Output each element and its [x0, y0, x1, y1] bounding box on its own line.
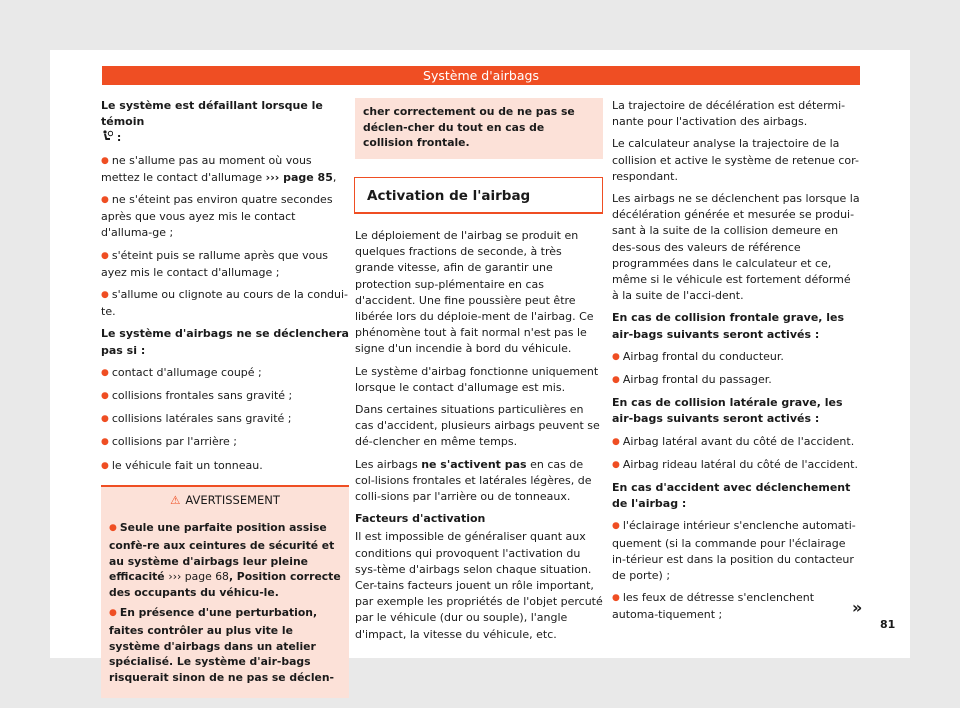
- list-item: [612, 518, 860, 584]
- heading-failure: [101, 98, 349, 147]
- page-link[interactable]: ››› page 68: [168, 570, 229, 584]
- paragraph: Le calculateur analyse la trajectoire de la collision et active le système de retenue cor-respondant.: [612, 137, 859, 183]
- list-item-text: ne s'éteint pas environ quatre secondes après que vous ayez mis le contact d'alluma-ge ;: [101, 193, 333, 240]
- list-item-text: ne s'allume pas au moment où vous mettez le contact d'allumage: [101, 153, 312, 184]
- paragraph: Dans certaines situations particulières en cas d'accident, plusieurs airbags peuvent se dé-clencher en même temps.: [355, 403, 600, 449]
- bullet-icon: ●: [101, 391, 109, 402]
- bullet-icon: ●: [109, 608, 117, 619]
- bullet-icon: ●: [101, 460, 109, 471]
- continue-arrow-icon: »: [852, 598, 863, 617]
- paragraph: Le déploiement de l'airbag se produit en quelques fractions de seconde, à très grande vitesse, afin de garantir une protection sup-plémentaire en cas d'accident. Une fine poussière peut être libérée lors du déploie-ment de l'airbag. Ce phénomène tout à fait normal n'est pas le signe d'un incendie à bord du véhicule.: [355, 228, 594, 356]
- list-item-text: collisions frontales sans gravité ;: [111, 389, 293, 403]
- page-header: [102, 66, 860, 85]
- bullet-icon: ●: [109, 523, 117, 534]
- list-item-text: Airbag frontal du passager.: [622, 373, 772, 387]
- paragraph: La trajectoire de décélération est détermi-nante pour l'activation des airbags.: [612, 99, 846, 129]
- page-link[interactable]: ››› page 85: [265, 170, 333, 184]
- heading-no-deploy: Le système d'airbags ne se déclenchera pas si :: [101, 327, 349, 357]
- page-number: 81: [880, 618, 896, 631]
- list-item: [612, 434, 860, 451]
- list-item-text: collisions par l'arrière ;: [111, 435, 238, 449]
- warning-continuation: cher correctement ou de ne pas se déclen-cher du tout en cas de collision frontale.: [355, 98, 603, 159]
- bullet-icon: ●: [101, 414, 109, 425]
- list-item: [101, 365, 349, 382]
- warning-item-end: , Position correcte des occupants du véhicu-le.: [109, 570, 341, 599]
- list-item: [101, 248, 349, 281]
- section-title: Activation de l'airbag: [355, 178, 602, 214]
- list-item: [101, 192, 349, 242]
- list-item: [612, 372, 860, 389]
- bullet-icon: ●: [101, 437, 109, 448]
- list-item: [612, 457, 860, 474]
- list-item: [101, 434, 349, 451]
- list-item: [612, 590, 863, 623]
- airbag-warning-icon: [101, 130, 113, 146]
- heading-failure-text: Le système est défaillant lorsque le témoin: [101, 99, 323, 129]
- list-item-text: l'éclairage intérieur s'enclenche automati-quement (si la commande pour l'éclairage in-térieur est dans la position du contacteur de porte) ;: [612, 519, 856, 583]
- list-item: [101, 411, 349, 428]
- bullet-icon: ●: [101, 155, 109, 166]
- paragraph-text: Les airbags: [355, 457, 422, 471]
- list-item-text: Airbag frontal du conducteur.: [622, 349, 784, 363]
- column-2: [355, 98, 603, 649]
- heading-failure-tail: :: [113, 131, 122, 145]
- warning-title: AVERTISSEMENT: [185, 492, 280, 507]
- list-item: [612, 349, 860, 366]
- list-item: [101, 287, 349, 320]
- list-item-text: Airbag rideau latéral du côté de l'accident.: [622, 457, 858, 471]
- bullet-icon: ●: [612, 593, 620, 604]
- list-item-text: le véhicule fait un tonneau.: [111, 458, 263, 472]
- paragraph: Le système d'airbag fonctionne uniquement lorsque le contact d'allumage est mis.: [355, 364, 599, 394]
- list-item-text: s'éteint puis se rallume après que vous ayez mis le contact d'allumage ;: [101, 248, 329, 279]
- bullet-icon: ●: [101, 367, 109, 378]
- warning-header: [101, 485, 349, 515]
- list-item-text: Airbag latéral avant du côté de l'accident.: [622, 434, 855, 448]
- heading-accident: En cas d'accident avec déclenchement de l'airbag :: [612, 481, 851, 511]
- list-item-text: les feux de détresse s'enclenchent automa-tiquement ;: [612, 591, 815, 622]
- bullet-icon: ●: [101, 250, 109, 261]
- bullet-icon: ●: [612, 521, 620, 532]
- warning-item: [109, 520, 341, 600]
- heading-frontal: En cas de collision frontale grave, les air-bags suivants seront activés :: [612, 311, 845, 341]
- list-item-end: ,: [332, 170, 337, 184]
- warning-item-text: En présence d'une perturbation, faites contrôler au plus vite le système d'airbags dans un atelier spécialisé. Le système d'air-bags risquerait sinon de ne pas se déclen-: [109, 606, 335, 684]
- list-item: [101, 388, 349, 405]
- list-item: [101, 458, 349, 475]
- paragraph: [355, 457, 603, 506]
- list-item-text: collisions latérales sans gravité ;: [111, 412, 292, 426]
- warning-item: [109, 605, 341, 685]
- list-item-text: s'allume ou clignote au cours de la condui-te.: [101, 288, 349, 319]
- warning-box: [101, 485, 349, 699]
- bullet-icon: ●: [612, 436, 620, 447]
- list-item-text: contact d'allumage coupé ;: [111, 365, 262, 379]
- column-1: [101, 98, 349, 698]
- paragraph: Il est impossible de généraliser quant aux conditions qui provoquent l'activation du sys-tème d'airbags selon chaque situation. Cer-tains facteurs jouent un rôle important, par exemple les propriétés de l'objet percuté par le véhicule (dur ou souple), l'angle d'impact, la vitesse du véhicule, etc.: [355, 530, 603, 641]
- paragraph-text: en cas de col-lisions frontales et latérales légères, de colli-sions par l'arrière ou de tonneaux.: [355, 457, 592, 504]
- bullet-icon: ●: [612, 351, 620, 362]
- bullet-icon: ●: [612, 375, 620, 386]
- paragraph: Les airbags ne se déclenchent pas lorsque la décélération générée et mesurée se produi-sant à la suite de la collision demeure en des-sous des valeurs de référence programmées dans le calculateur et ce, même si le véhicule est fortement déformé à la suite de l'acci-dent.: [612, 192, 860, 303]
- bullet-icon: ●: [612, 459, 620, 470]
- bullet-icon: ●: [101, 290, 109, 301]
- list-item: [101, 153, 349, 186]
- warning-item-text: Seule une parfaite position assise confè-re aux ceintures de sécurité et au système d'airbags leur pleine efficacité: [109, 521, 335, 584]
- heading-lateral: En cas de collision latérale grave, les air-bags suivants seront activés :: [612, 396, 843, 426]
- paragraph-emphasis: ne s'activent pas: [421, 457, 527, 471]
- section-title-frame: [354, 177, 603, 214]
- header-title: Système d'airbags: [423, 68, 539, 83]
- subheading-factors: Facteurs d'activation: [355, 512, 486, 526]
- column-3: [612, 98, 863, 630]
- warning-triangle-icon: ⚠: [170, 492, 181, 507]
- bullet-icon: ●: [101, 195, 109, 206]
